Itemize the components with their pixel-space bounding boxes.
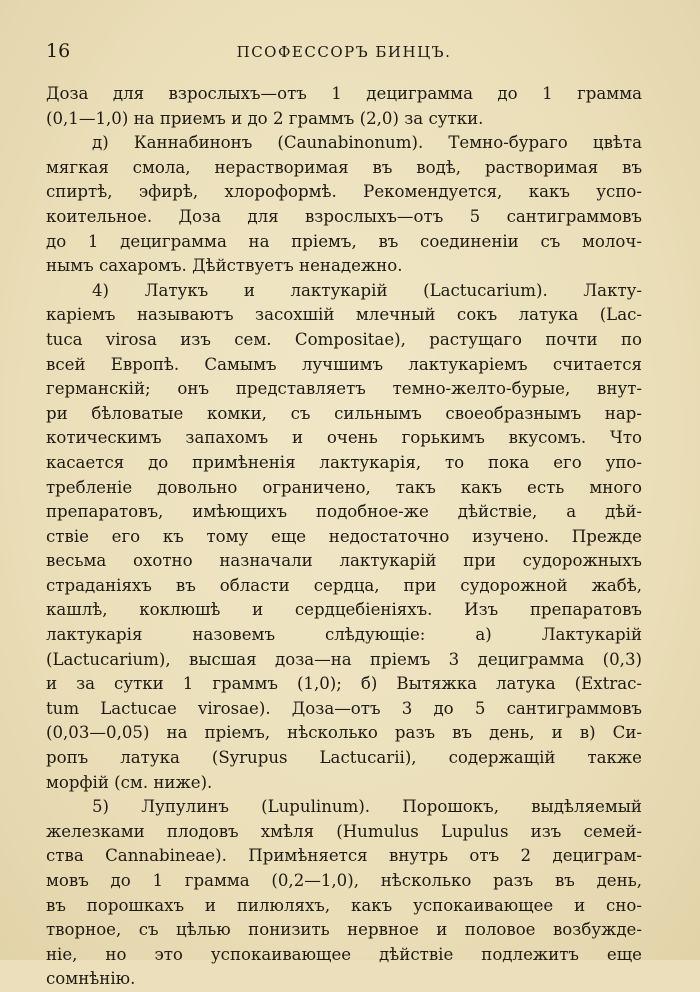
text-line: д) Каннабинонъ (Саunabinonum). Темно-бураго цвѣта — [92, 133, 642, 153]
text-line: нымъ сахаромъ. Дѣйствуетъ ненадежно. — [46, 256, 403, 276]
text-line: требленіе довольно ограничено, такъ какъ есть много — [46, 477, 642, 497]
text-line: ри бѣловатые комки, съ сильнымъ своеобразнымъ нар- — [46, 403, 642, 423]
text-line: кашлѣ, коклюшѣ и сердцебіеніяхъ. Изъ препаратовъ — [46, 600, 642, 620]
page-header — [46, 38, 642, 68]
page-number: 16 — [46, 40, 71, 62]
text-line: каріемъ называютъ засохшій млечный сокъ латука (Lac- — [46, 305, 642, 325]
text-line: въ порошкахъ и пилюляхъ, какъ успокаивающее и сно- — [46, 895, 642, 915]
text-line: Доза для взрослыхъ—отъ 1 дециграмма до 1 грамма — [46, 84, 642, 103]
text-line: (0,1—1,0) на приемъ и до 2 граммъ (2,0) за сутки. — [46, 108, 484, 128]
text-line: препаратовъ, имѣющихъ подобное-же дѣйствіе, а дѣй- — [46, 502, 642, 522]
text-line: страданіяхъ въ области сердца, при судорожной жабѣ, — [46, 575, 642, 595]
text-line: касается до примѣненія лактукарія, то пока его упо- — [46, 452, 642, 472]
text-line: лактукарія назовемъ слѣдующіе: а) Лактукарій — [46, 625, 642, 645]
text-line: коительное. Доза для взрослыхъ—отъ 5 сантиграммовъ — [46, 206, 642, 226]
text-line: котическимъ запахомъ и очень горькимъ вкусомъ. Что — [46, 428, 642, 448]
text-line: мягкая смола, нерастворимая въ водѣ, растворимая въ — [46, 157, 642, 177]
text-line: германскій; онъ представляетъ темно-желто-бурые, внут- — [46, 379, 642, 399]
text-line: весьма охотно назначали лактукарій при судорожныхъ — [46, 551, 642, 571]
text-line: и за сутки 1 граммъ (1,0); б) Вытяжка латука (Extrac- — [46, 674, 642, 694]
text-line: ства Cannabineae). Примѣняется внутрь отъ 2 дециграм- — [46, 846, 642, 866]
text-line: (Lactucarium), высшая доза—на пріемъ 3 дециграмма (0,3) — [46, 649, 642, 669]
text-line: спиртѣ, эфирѣ, хлороформѣ. Рекомендуется, какъ успо- — [46, 182, 642, 202]
text-line: мовъ до 1 грамма (0,2—1,0), нѣсколько разъ въ день, — [46, 871, 642, 890]
text-line: ніе, но это успокаивающее дѣйствіе подлежитъ еще — [46, 944, 642, 964]
text-line: tuca virosa изъ сем. Compositae), растущаго почти по — [46, 329, 642, 349]
text-line: железками плодовъ хмѣля (Humulus Lupulus изъ семей- — [46, 821, 642, 841]
text-line: творное, съ цѣлью понизить нервное и половое возбужде- — [46, 920, 642, 940]
text-line: сомнѣнію. — [46, 969, 136, 989]
text-line: морфій (см. ниже). — [46, 772, 213, 792]
text-line: 5) Лупулинъ (Lupulinum). Порошокъ, выдѣляемый — [92, 797, 642, 817]
text-line: до 1 дециграмма на пріемъ, въ соединеніи съ молоч- — [46, 231, 642, 251]
text-line: ствіе его къ тому еще недостаточно изучено. Прежде — [46, 526, 642, 546]
body-text — [46, 82, 642, 992]
text-line: ропъ латука (Syrupus Lactucarii), содержащій также — [46, 748, 642, 768]
text-line: всей Европѣ. Самымъ лучшимъ лактукаріемъ считается — [46, 354, 642, 374]
text-line: (0,03—0,05) на пріемъ, нѣсколько разъ въ день, и в) Си- — [46, 723, 642, 743]
text-line: 4) Латукъ и лактукарій (Lactucarium). Лакту- — [92, 280, 642, 300]
running-title: ПСОФЕССОРЪ БИНЦЪ. — [236, 43, 452, 61]
text-line: tum Lactucae virosae). Доза—отъ 3 до 5 сантиграммовъ — [46, 698, 642, 718]
